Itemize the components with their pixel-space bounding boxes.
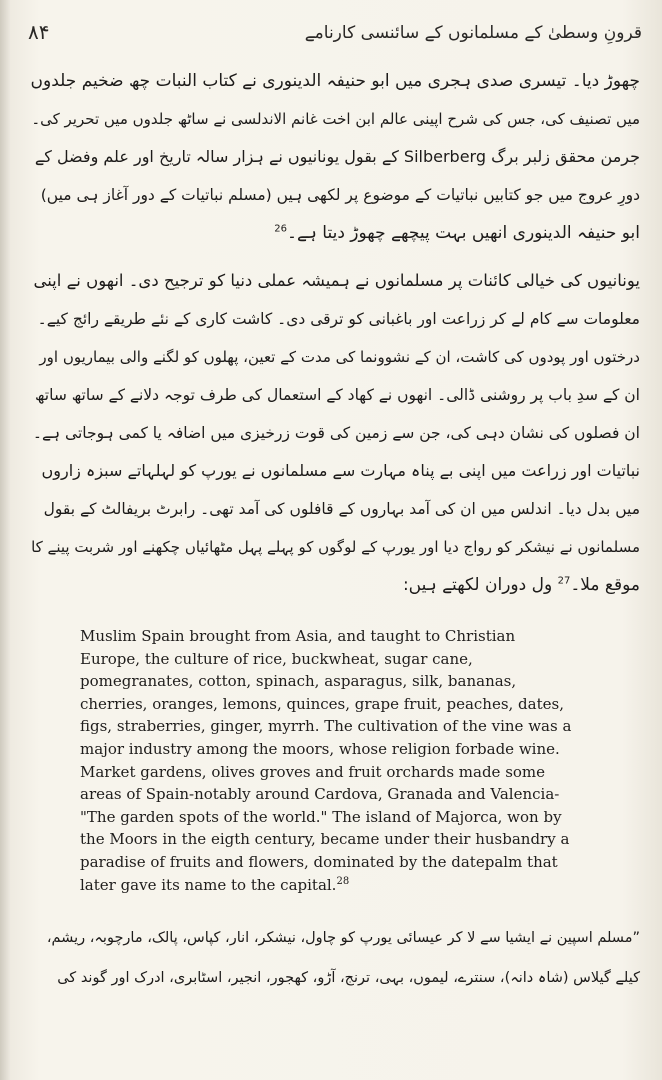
quote-line: Market gardens, olives groves and fruit orchards made some [80,762,546,781]
page-header [28,14,642,50]
text-line: ان کے سدِ باب پر روشنی ڈالی۔ انھوں نے کھاد کے استعمال کی طرف توجہ دلانے کے ساتھ ساتھ [35,386,640,404]
quote-line [80,874,635,897]
text-line: چھوڑ دیا۔ تیسری صدی ہجری میں ابو حنیفہ الدینوری نے کتاب النبات چھ ضخیم جلدوں [30,71,640,91]
quote-line: Europe, the culture of rice, buckwheat, sugar cane, [80,649,473,668]
quote-line: areas of Spain-notably around Cardova, Granada and Valencia- [80,785,560,804]
footnote-ref-26[interactable]: 26 [274,223,287,235]
text-line [28,566,640,604]
urdu-paragraph-1 [28,62,640,252]
urdu-paragraph-2 [28,262,640,604]
text-segment: ابو حنیفہ الدینوری انھیں بہت پیچھے چھوڑ دیتا ہے۔ [287,223,640,243]
footnote-ref-28[interactable]: 28 [336,875,350,887]
text-line: یونانیوں کی خیالی کائنات پر مسلمانوں نے ہمیشہ عملی دنیا کو ترجیح دی۔ انھوں نے اپنی [33,271,640,290]
page-gutter [0,0,10,1080]
text-line: مسلمانوں نے نیشکر کو رواج دیا اور یورپ کے لوگوں کو پہلے پہل مٹھائیاں چکھنے اور شربت پینے کا [31,538,640,556]
text-line: جرمن محقق زلبر برگ Silberberg کے بقول یونانیوں نے ہزار سالہ تاریخ اور علم وفضل کے [34,147,640,166]
quote-line: figs, straberries, ginger, myrrh. The cultivation of the vine was a [80,717,572,736]
quote-line: paradise of fruits and flowers, dominated by the datepalm that [80,852,558,871]
text-line: دورِ عروج میں جو کتابیں نباتیات کے موضوع پر لکھی ہیں (مسلم نباتیات کے دور آغاز ہی میں) [40,186,640,204]
text-line: میں تصنیف کی، جس کی شرح اپینی عالم ابن اخت غانم الاندلسی نے ساٹھ جلدوں میں تحریر کی۔ [31,110,640,128]
text-line: کیلے گیلاس (شاہ دانہ)، سنترے، لیموں، بہی، ترنج، آڑو، کھجور، انجیر، اسٹابری، ادرک اور گوند کی [57,970,640,986]
text-line [28,214,640,252]
footnote-ref-27[interactable]: 27 [557,575,571,587]
english-quotation [80,625,635,896]
quote-lead: ول دوران لکھتے ہیں: [402,575,553,595]
quote-line: the Moors in the eigth century, became under their husbandry a [80,830,570,849]
text-line: معلومات سے کام لے کر زراعت اور باغبانی کو ترقی دی۔ کاشت کاری کے نئے طریقے رائج کیے۔ [37,310,640,328]
text-line: ان فصلوں کی نشان دہی کی، جن سے زمین کی قوت زرخیزی میں اضافہ یا کمی ہوجاتی ہے۔ [32,424,640,442]
text-line: میں بدل دیا۔ اندلس میں ان کی آمد بہاروں کے قافلوں کی آمد تھی۔ رابرٹ بریفالٹ کے بقول [43,500,640,518]
quote-line: cherries, oranges, lemons, quinces, grape fruit, peaches, dates, [80,694,564,713]
urdu-translation [40,918,640,998]
quote-line: major industry among the moors, whose religion forbade wine. [80,739,560,758]
text-line: درختوں اور پودوں کی کاشت، ان کے نشوونما کی مدت کے تعین، پھلوں کو لگنے والی بیماریوں اور [39,348,640,366]
running-title: قرونِ وسطیٰ کے مسلمانوں کے سائنسی کارنامے [304,22,642,43]
quote-line: Muslim Spain brought from Asia, and taught to Christian [80,627,516,645]
text-segment: later gave its name to the capital. [80,875,337,894]
text-line: ”مسلم اسپین نے ایشیا سے لا کر عیسائی یورپ کو چاول، نیشکر، انار، کپاس، پالک، مارچوبہ، ریشم، [46,930,640,946]
text-segment: موقع ملا۔ [570,575,640,595]
quote-line: "The garden spots of the world." The island of Majorca, won by [80,807,562,826]
text-line: نباتیات اور زراعت میں اپنی بے پناہ مہارت سے مسلمانوں نے یورپ کو لہلہاتے سبزہ زاروں [41,461,640,480]
page-number: ۸۴ [28,20,50,44]
quote-line: pomegranates, cotton, spinach, asparagus, silk, bananas, [80,672,517,691]
